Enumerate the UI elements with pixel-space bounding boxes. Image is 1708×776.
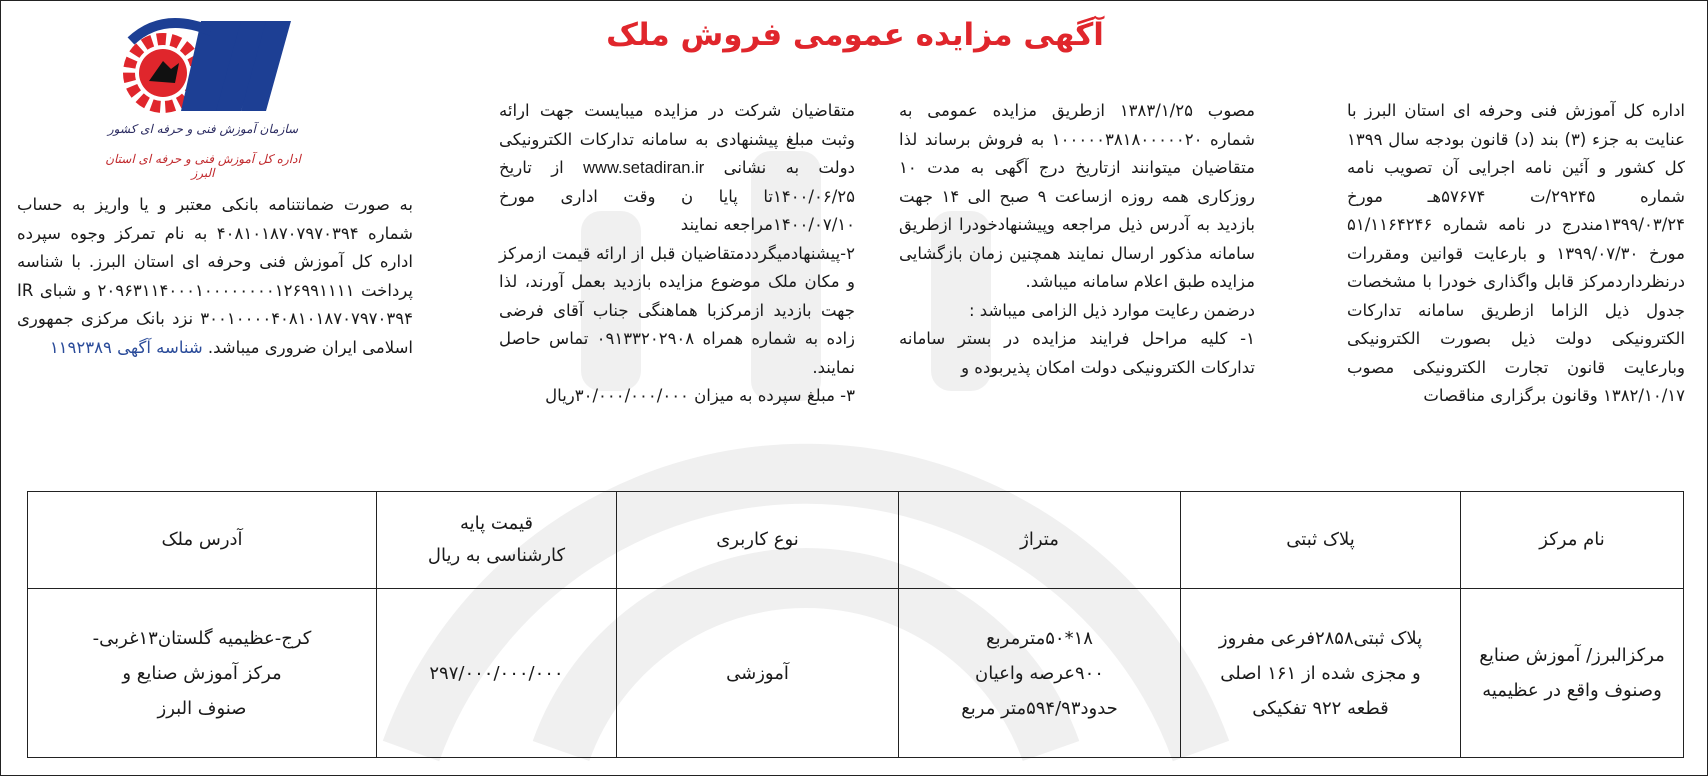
requirement-item-2: ۲-پیشنهادمیگرددمتقاضیان قبل از ارائه قیمت ازمرکز و مکان ملک موضوع مزایده بازدید بعمل آورند، لذا جهت بازدید ازمرکزبا هماهنگی جناب آقای فرضی زاده به شماره همراه ۰۹۱۳۳۲۰۲۹۰۸ تماس حاصل نمایند. [499, 243, 855, 377]
cell-center-name [1461, 589, 1684, 758]
cell-area [899, 589, 1181, 758]
header-label: نام مرکز [1539, 529, 1605, 550]
cell-text: مرکزالبرز/ آموزش صنایع وصنوف واقع در عظیمیه [1479, 645, 1665, 701]
setad-link[interactable]: www.setadiran.ir [583, 159, 705, 177]
cell-registration-plate [1181, 589, 1461, 758]
text-column-1 [1347, 97, 1685, 411]
cell-usage-type [617, 589, 899, 758]
requirements-heading: درضمن رعایت موارد ذیل الزامی میباشد : [969, 300, 1255, 320]
table-row [28, 589, 1684, 758]
header-label: قیمت پایه کارشناسی به ریال [427, 513, 566, 566]
header-label: متراژ [1020, 529, 1059, 550]
text-column-3 [499, 97, 855, 411]
intro-paragraph: اداره کل آموزش فنی وحرفه ای استان البرز با عنایت به جزء (۳) بند (د) قانون بودجه سال ۱۳۹۹ کل کشور و آئین نامه اجرایی آن تصویب نامه شماره ۲۹۲۴۵/ت ۵۷۶۷۴هـ مورخ ۱۳۹۹/۰۳/۲۴مندرج در نامه شماره ۵۱/۱۱۶۴۲۴۶ مورخ ۱۳۹۹/۰۷/۳۰ و بارعایت قوانین ومقررات درنظرداردمرکز قابل واگذاری خودرا با مشخصات جدول ذیل الزاما ازطریق سامانه تدارکات الکترونیکی دولت ذیل بصورت الکترونیکی وبارعایت قانون تجارت الکترونیکی مصوب ۱۳۸۲/۱۰/۱۷ وقانون برگزاری مناقصات [1347, 101, 1686, 405]
header-area [899, 492, 1181, 589]
cell-text: آموزشی [726, 662, 789, 684]
deposit-paragraph [17, 191, 413, 362]
requirement-item-1: ۱- کلیه مراحل فرایند مزایده در بستر سامانه تدارکات الکترونیکی دولت امکان پذیربوده و [899, 329, 1255, 377]
submission-deadline: از تاریخ ۱۴۰۰/۰۶/۲۵تا پایا ن وقت اداری مورخ ۱۴۰۰/۰۷/۱۰مراجعه نمایند [499, 158, 855, 234]
header-center-name [1461, 492, 1684, 589]
header-usage-type [617, 492, 899, 589]
cell-base-price [377, 589, 617, 758]
submission-paragraph [499, 97, 855, 240]
cell-text: کرج-عظیمیه گلستان۱۳غربی- مرکز آموزش صنایع و صنوف البرز [92, 627, 312, 719]
submission-text: متقاضیان شرکت در مزایده میبایست جهت ارائه وثبت مبلغ پیشنهادی به سامانه تدارکات الکترونیکی دولت به نشانی [499, 101, 855, 177]
header-registration-plate [1181, 492, 1461, 589]
header-base-price [377, 492, 617, 589]
header-address [28, 492, 377, 589]
ad-registration-id: شناسه آگهی ۱۱۹۲۳۸۹ [49, 337, 203, 357]
header-label: آدرس ملک [161, 529, 243, 550]
cell-address [28, 589, 377, 758]
property-table [27, 491, 1684, 758]
cell-text: ۲۹۷/۰۰۰/۰۰۰/۰۰۰ [429, 662, 564, 684]
header-label: نوع کاربری [716, 529, 799, 550]
deposit-text: به صورت ضمانتنامه بانکی معتبر و یا واریز به حساب شماره ۴۰۸۱۰۱۸۷۰۷۹۷۰۳۹۴ به نام تمرکز وجوه سپرده اداره کل آموزش فنی وحرفه ای استان البرز. با شناسه پرداخت ۲۰۹۶۳۱۱۴۰۰۰۱۰۰۰۰۰۰۰۰۱۲۶۹۹۱۱۱۱ و شبای IR ۳۰۰۱۰۰۰۰۴۰۸۱۰۱۸۷۰۷۹۷۰۳۹۴ نزد بانک مرکزی جمهوری اسلامی ایران ضروری میباشد. [17, 195, 414, 357]
table-header-row [28, 492, 1684, 589]
logo-emblem-icon [101, 11, 305, 123]
text-column-4 [17, 191, 413, 362]
header-label: پلاک ثبتی [1286, 529, 1355, 550]
logo-caption-national: سازمان آموزش فنی و حرفه ای کشور [107, 122, 299, 136]
organization-logo [101, 11, 305, 180]
page-title: آگهی مزایده عمومی فروش ملک [606, 17, 1104, 53]
cell-text: پلاک ثبتی۲۸۵۸فرعی مفروز و مجزی شده از ۱۶۱ اصلی قطعه ۹۲۲ تفکیکی [1218, 627, 1423, 719]
cell-text: ۱۸*۵۰مترمربع ۹۰۰عرصه واعیان حدود۵۹۴/۹۳متر مربع [961, 627, 1118, 719]
text-column-2 [899, 97, 1255, 382]
auction-details-paragraph: مصوب ۱۳۸۳/۱/۲۵ ازطریق مزایده عمومی به شماره ۱۰۰۰۰۰۳۸۱۸۰۰۰۰۰۲۰ به فروش برساند لذا متقاضیان میتوانند ازتاریخ درج آگهی به مدت ۱۰ روزکاری همه روزه ازساعت ۹ صبح الی ۱۴ جهت بازدید به آدرس ذیل مراجعه وپیشنهادخودرا ازطریق سامانه مذکور ارسال نمایند همچنین زمان بازگشایی مزایده طبق اعلام سامانه میباشد. [899, 101, 1255, 291]
logo-caption-provincial: اداره کل آموزش فنی و حرفه ای استان البرز [105, 152, 301, 180]
requirement-item-3: ۳- مبلغ سپرده به میزان ۳۰/۰۰۰/۰۰۰/۰۰۰ریال [545, 386, 855, 405]
